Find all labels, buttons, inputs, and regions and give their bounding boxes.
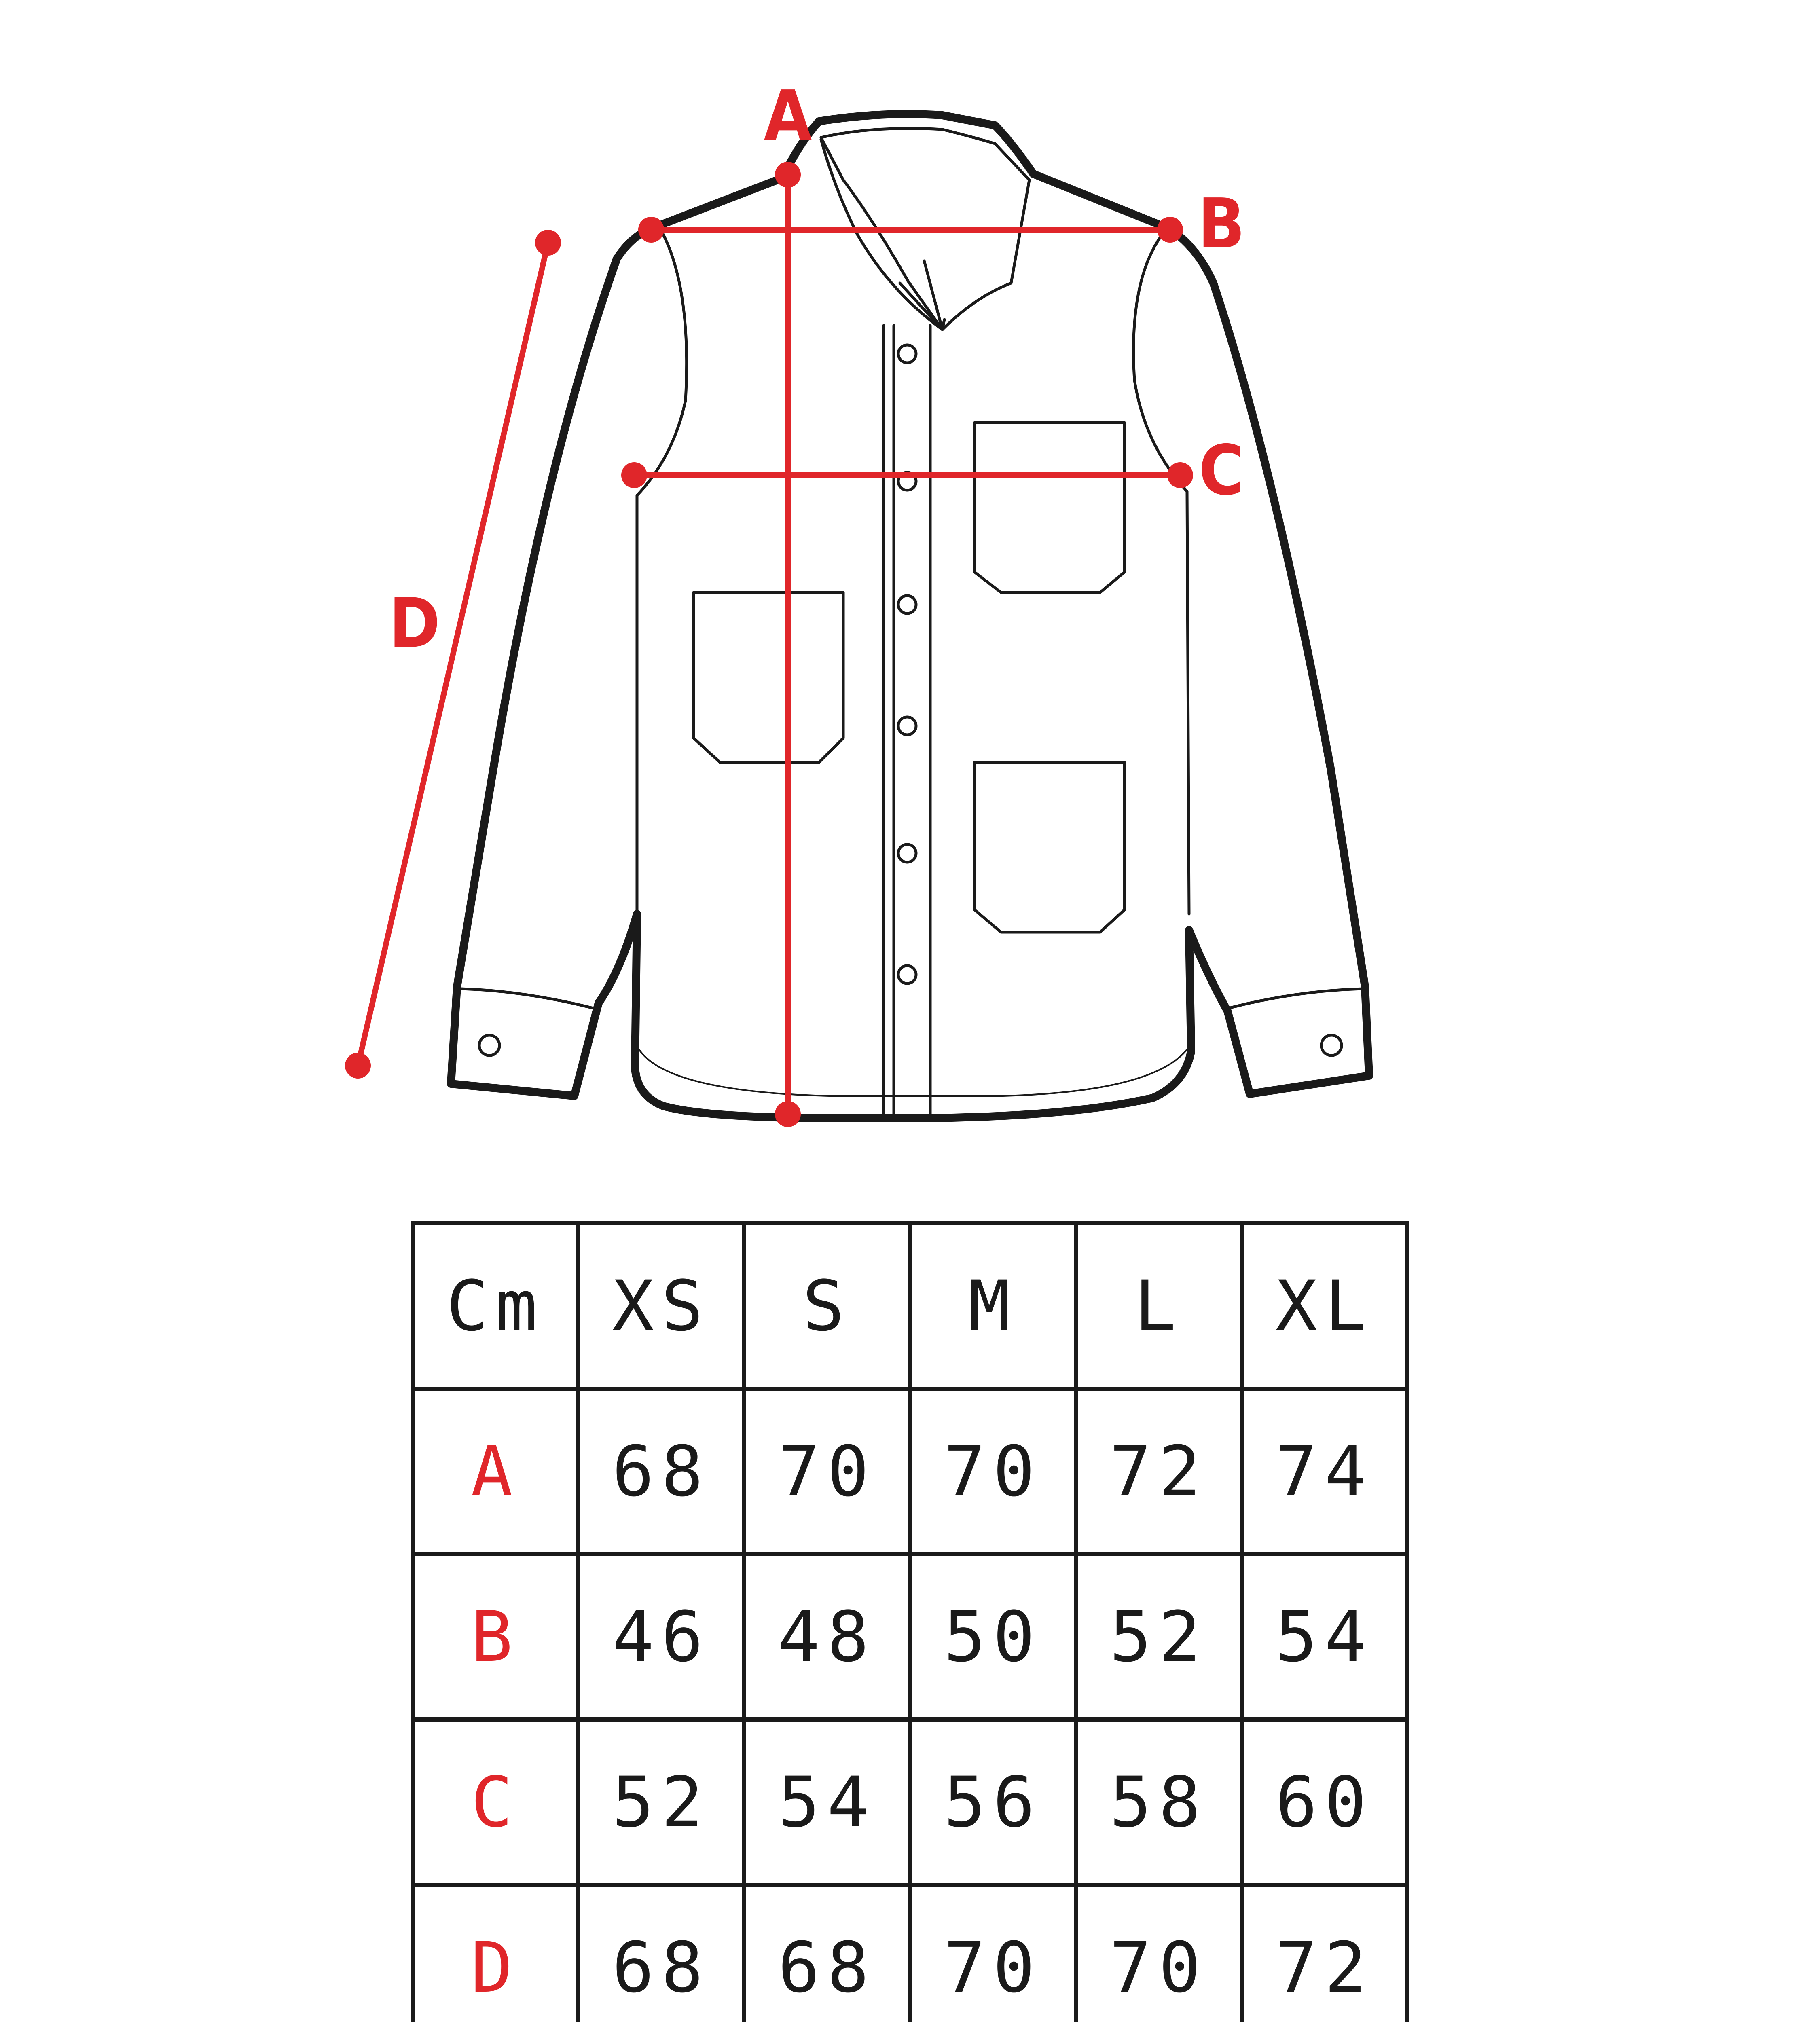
button [898,844,916,862]
table-row [413,1389,1407,1554]
table-cell: 46 [578,1554,744,1720]
placket [884,326,930,1118]
placket-buttons [898,345,916,984]
row-key: A [413,1389,578,1554]
table-cell: 58 [1076,1720,1242,1885]
table-cell: 72 [1076,1389,1242,1554]
right-cuff [1225,989,1363,1009]
table-cell: 52 [578,1720,744,1885]
button [898,717,916,735]
measure-d-top-dot [535,230,561,256]
lower-pocket-right [975,762,1124,932]
row-key: C [413,1720,578,1885]
button [898,596,916,613]
table-row [413,1720,1407,1885]
shirt-illustration [451,114,1369,1118]
row-key: B [413,1554,578,1720]
size-header: L [1076,1223,1242,1389]
label-a: A [764,76,812,156]
hem-line [639,1049,1187,1096]
size-header: S [744,1223,910,1389]
measure-d-bottom-dot [345,1053,371,1079]
measure-b-right-dot [1157,217,1183,243]
size-header: XS [578,1223,744,1389]
table-cell: 52 [1076,1554,1242,1720]
table-cell: 74 [1242,1389,1407,1554]
measurement-lines [345,162,1193,1127]
table-cell: 54 [744,1720,910,1885]
table-cell: 48 [744,1554,910,1720]
label-c: C [1198,431,1244,511]
table-cell: 68 [578,1389,744,1554]
button [898,345,916,363]
corner-cell: Cm [413,1223,578,1389]
table-cell: 72 [1242,1885,1407,2022]
table-cell: 60 [1242,1720,1407,1885]
size-chart-table [411,1221,1409,2022]
measure-a-top-dot [775,162,801,188]
label-b: B [1198,184,1245,264]
table-header-row [413,1223,1407,1389]
left-cuff-button [479,1035,499,1055]
right-armhole [1134,237,1187,491]
size-header: XL [1242,1223,1407,1389]
lower-pocket-left [694,592,843,762]
table-row [413,1885,1407,2022]
left-cuff [461,989,597,1009]
collar-inner [900,261,944,330]
table-cell: 56 [910,1720,1076,1885]
table-cell: 54 [1242,1554,1407,1720]
table-cell: 70 [910,1885,1076,2022]
table-row [413,1554,1407,1720]
size-header: M [910,1223,1076,1389]
table-cell: 68 [744,1885,910,2022]
left-armhole [637,235,687,495]
right-cuff-button [1321,1035,1342,1055]
table-cell: 50 [910,1554,1076,1720]
table-cell: 70 [1076,1885,1242,2022]
measure-a-bottom-dot [775,1101,801,1127]
measure-d-line [358,243,548,1066]
row-key: D [413,1885,578,2022]
chest-pocket-right [975,423,1124,592]
table-cell: 70 [910,1389,1076,1554]
measure-b-left-dot [638,217,664,243]
measure-c-left-dot [621,462,647,488]
right-side-seam [1187,491,1189,914]
table-cell: 68 [578,1885,744,2022]
table-cell: 70 [744,1389,910,1554]
measure-c-right-dot [1167,462,1193,488]
label-d: D [389,584,440,664]
button [898,966,916,984]
